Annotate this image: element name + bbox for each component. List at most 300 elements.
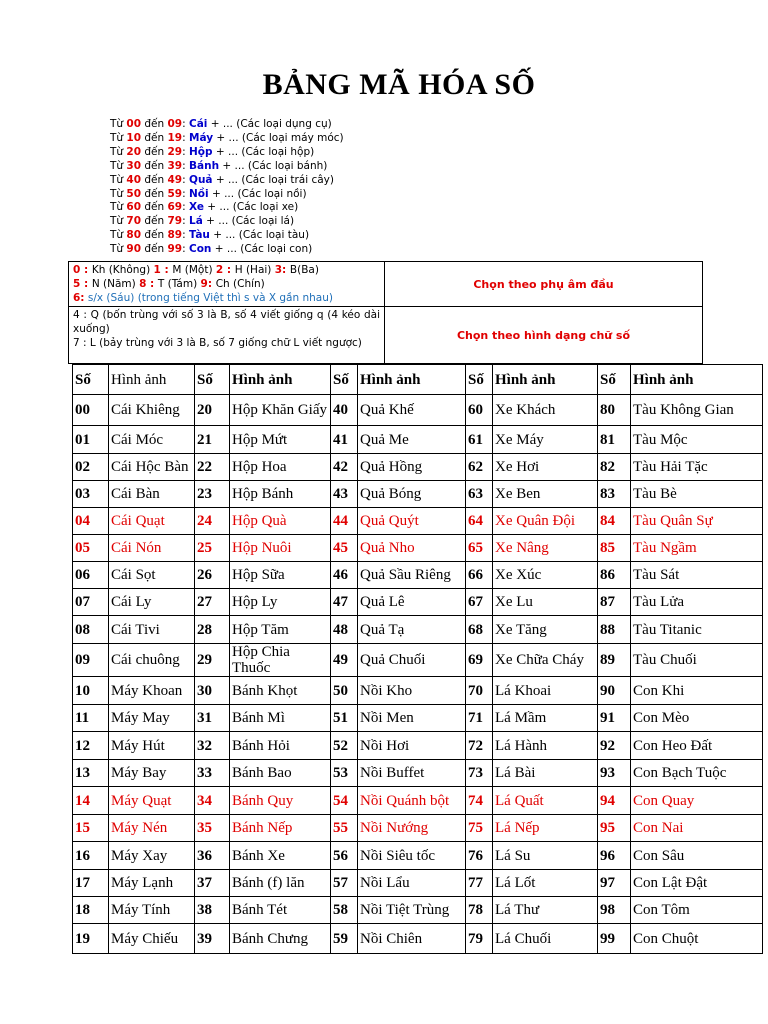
code-number: 36 bbox=[195, 842, 230, 870]
table-row bbox=[73, 426, 763, 454]
code-image: Nồi Men bbox=[358, 705, 466, 732]
code-image: Máy Nén bbox=[109, 815, 195, 842]
range-name: Tàu bbox=[189, 229, 210, 242]
table-row bbox=[73, 924, 763, 954]
range-name: Quả bbox=[189, 173, 213, 186]
legend-text: T (Tám) bbox=[157, 278, 201, 290]
range-line bbox=[110, 174, 344, 188]
range-from: 40 bbox=[126, 173, 142, 186]
code-image: Quả Nho bbox=[358, 535, 466, 562]
code-number: 21 bbox=[195, 426, 230, 454]
code-image: Nồi Hơi bbox=[358, 732, 466, 760]
range-to: 89 bbox=[167, 229, 183, 242]
range-sep: : bbox=[182, 118, 190, 130]
range-note: (Các loại xe) bbox=[232, 201, 299, 214]
code-image: Xe Nâng bbox=[493, 535, 598, 562]
code-image: Tàu Không Gian bbox=[631, 395, 763, 426]
range-plus: + ... bbox=[219, 159, 248, 172]
code-image: Hộp Chia Thuốc bbox=[230, 644, 331, 677]
code-number: 55 bbox=[331, 815, 358, 842]
table-row bbox=[73, 508, 763, 535]
code-number: 34 bbox=[195, 787, 230, 815]
legend-text: Kh (Không) bbox=[91, 264, 154, 276]
code-image: Tàu Bè bbox=[631, 481, 763, 508]
code-number: 16 bbox=[73, 842, 109, 870]
code-image: Máy Xay bbox=[109, 842, 195, 870]
code-image: Tàu Hải Tặc bbox=[631, 454, 763, 481]
code-image: Bánh Quy bbox=[230, 787, 331, 815]
range-note: (Các loại trái cây) bbox=[241, 173, 334, 186]
table-row bbox=[73, 589, 763, 616]
code-image: Lá Hành bbox=[493, 732, 598, 760]
code-image: Quả Khế bbox=[358, 395, 466, 426]
code-number: 73 bbox=[466, 760, 493, 787]
legend-digit: 4 : bbox=[73, 309, 87, 321]
table-row bbox=[73, 535, 763, 562]
range-word: đến bbox=[141, 159, 168, 172]
code-image: Máy Hút bbox=[109, 732, 195, 760]
code-image: Con Nai bbox=[631, 815, 763, 842]
code-image: Quả Tạ bbox=[358, 616, 466, 644]
code-number: 26 bbox=[195, 562, 230, 589]
code-image: Hộp Mứt bbox=[230, 426, 331, 454]
range-to: 69 bbox=[167, 201, 183, 214]
code-image: Cái Tivi bbox=[109, 616, 195, 644]
range-line bbox=[110, 188, 344, 202]
legend-digit: 9: bbox=[200, 278, 216, 290]
code-image: Quả Hồng bbox=[358, 454, 466, 481]
range-sep: : bbox=[182, 131, 190, 144]
legend-digit: 3: bbox=[274, 264, 290, 276]
range-word: Từ bbox=[110, 243, 127, 256]
range-plus: + ... bbox=[211, 243, 241, 256]
code-number: 54 bbox=[331, 787, 358, 815]
range-note: (Các loại dụng cụ) bbox=[236, 118, 332, 130]
legend-text: L (bảy trùng với 3 là B, số 7 giống chữ L viết ngược) bbox=[89, 337, 362, 349]
code-image: Lá Thư bbox=[493, 897, 598, 924]
range-line bbox=[110, 215, 344, 229]
header-image: Hình ảnh bbox=[230, 365, 331, 395]
code-number: 59 bbox=[331, 924, 358, 954]
code-image: Bánh (f) lăn bbox=[230, 870, 331, 897]
code-number: 40 bbox=[331, 395, 358, 426]
code-number: 83 bbox=[598, 481, 631, 508]
code-image: Xe Quân Đội bbox=[493, 508, 598, 535]
code-number: 18 bbox=[73, 897, 109, 924]
code-image: Cái Móc bbox=[109, 426, 195, 454]
code-image: Tàu Quân Sự bbox=[631, 508, 763, 535]
range-word: Từ bbox=[110, 187, 127, 200]
code-number: 43 bbox=[331, 481, 358, 508]
range-line bbox=[110, 132, 344, 146]
code-number: 85 bbox=[598, 535, 631, 562]
code-image: Xe Khách bbox=[493, 395, 598, 426]
table-row bbox=[73, 815, 763, 842]
range-to: 29 bbox=[167, 145, 183, 158]
range-line bbox=[110, 118, 344, 132]
table-row bbox=[73, 616, 763, 644]
code-number: 11 bbox=[73, 705, 109, 732]
code-number: 08 bbox=[73, 616, 109, 644]
table-row bbox=[73, 787, 763, 815]
range-line bbox=[110, 201, 344, 215]
code-number: 58 bbox=[331, 897, 358, 924]
range-to: 19 bbox=[167, 131, 183, 144]
range-word: Từ bbox=[110, 131, 127, 144]
number-code-table bbox=[72, 364, 763, 954]
code-number: 88 bbox=[598, 616, 631, 644]
legend-digit: 0 : bbox=[73, 264, 92, 276]
range-name: Nồi bbox=[189, 187, 209, 200]
code-number: 22 bbox=[195, 454, 230, 481]
range-to: 59 bbox=[167, 187, 183, 200]
code-number: 99 bbox=[598, 924, 631, 954]
code-image: Nồi Kho bbox=[358, 677, 466, 705]
consonant-legend bbox=[69, 262, 385, 307]
code-number: 17 bbox=[73, 870, 109, 897]
code-number: 81 bbox=[598, 426, 631, 454]
code-image: Tàu Sát bbox=[631, 562, 763, 589]
code-number: 65 bbox=[466, 535, 493, 562]
range-name: Máy bbox=[189, 131, 214, 144]
legend-l-line bbox=[73, 336, 380, 350]
code-image: Bánh Khọt bbox=[230, 677, 331, 705]
code-number: 03 bbox=[73, 481, 109, 508]
code-number: 98 bbox=[598, 897, 631, 924]
code-number: 62 bbox=[466, 454, 493, 481]
code-number: 38 bbox=[195, 897, 230, 924]
range-name: Lá bbox=[189, 215, 203, 228]
code-number: 89 bbox=[598, 644, 631, 677]
table-header-row bbox=[73, 365, 763, 395]
code-number: 90 bbox=[598, 677, 631, 705]
code-image: Bánh Tét bbox=[230, 897, 331, 924]
code-image: Xe Xúc bbox=[493, 562, 598, 589]
page-title: BẢNG MÃ HÓA SỐ bbox=[262, 68, 536, 101]
range-name: Xe bbox=[189, 201, 204, 214]
code-number: 57 bbox=[331, 870, 358, 897]
code-number: 23 bbox=[195, 481, 230, 508]
code-number: 92 bbox=[598, 732, 631, 760]
range-plus: + ... bbox=[212, 145, 242, 158]
code-image: Lá Su bbox=[493, 842, 598, 870]
code-number: 63 bbox=[466, 481, 493, 508]
range-from: 70 bbox=[126, 215, 142, 228]
code-number: 53 bbox=[331, 760, 358, 787]
code-number: 24 bbox=[195, 508, 230, 535]
code-number: 66 bbox=[466, 562, 493, 589]
code-image: Lá Mầm bbox=[493, 705, 598, 732]
code-image: Lá Nếp bbox=[493, 815, 598, 842]
shape-legend bbox=[69, 307, 385, 364]
code-number: 37 bbox=[195, 870, 230, 897]
code-image: Lá Chuối bbox=[493, 924, 598, 954]
legend-text: Ch (Chín) bbox=[215, 278, 265, 290]
code-number: 45 bbox=[331, 535, 358, 562]
code-number: 05 bbox=[73, 535, 109, 562]
code-number: 02 bbox=[73, 454, 109, 481]
code-image: Bánh Nếp bbox=[230, 815, 331, 842]
table-row bbox=[73, 705, 763, 732]
code-image: Máy May bbox=[109, 705, 195, 732]
code-number: 10 bbox=[73, 677, 109, 705]
legend-line-1 bbox=[73, 263, 380, 277]
code-image: Nồi Lẩu bbox=[358, 870, 466, 897]
code-number: 93 bbox=[598, 760, 631, 787]
table-row bbox=[73, 644, 763, 677]
code-number: 35 bbox=[195, 815, 230, 842]
code-image: Tàu Mộc bbox=[631, 426, 763, 454]
range-to: 39 bbox=[167, 159, 183, 172]
code-image: Con Khi bbox=[631, 677, 763, 705]
code-image: Xe Hơi bbox=[493, 454, 598, 481]
code-number: 94 bbox=[598, 787, 631, 815]
header-image: Hình ảnh bbox=[631, 365, 763, 395]
code-number: 78 bbox=[466, 897, 493, 924]
range-word: đến bbox=[141, 215, 168, 228]
header-number: Số bbox=[195, 365, 230, 395]
legend-text: N (Năm) bbox=[91, 278, 140, 290]
range-plus: + ... bbox=[209, 229, 239, 242]
code-image: Bánh Hỏi bbox=[230, 732, 331, 760]
code-number: 79 bbox=[466, 924, 493, 954]
code-number: 96 bbox=[598, 842, 631, 870]
code-image: Máy Bay bbox=[109, 760, 195, 787]
range-from: 00 bbox=[126, 118, 142, 130]
code-number: 50 bbox=[331, 677, 358, 705]
code-number: 49 bbox=[331, 644, 358, 677]
code-number: 69 bbox=[466, 644, 493, 677]
legend-text: B(Ba) bbox=[289, 264, 319, 276]
code-image: Tàu Chuối bbox=[631, 644, 763, 677]
code-number: 76 bbox=[466, 842, 493, 870]
code-image: Con Mèo bbox=[631, 705, 763, 732]
code-image: Xe Tăng bbox=[493, 616, 598, 644]
code-image: Nồi Siêu tốc bbox=[358, 842, 466, 870]
code-image: Lá Quất bbox=[493, 787, 598, 815]
code-number: 72 bbox=[466, 732, 493, 760]
range-note: (Các loại nồi) bbox=[237, 187, 307, 200]
code-number: 27 bbox=[195, 589, 230, 616]
code-image: Quả Lê bbox=[358, 589, 466, 616]
code-number: 86 bbox=[598, 562, 631, 589]
code-number: 47 bbox=[331, 589, 358, 616]
range-plus: + ... bbox=[213, 131, 242, 144]
header-number: Số bbox=[598, 365, 631, 395]
legend-line-2 bbox=[73, 277, 380, 291]
range-word: Từ bbox=[110, 201, 127, 214]
legend-text: M (Một) bbox=[172, 264, 216, 276]
code-image: Cái Khiêng bbox=[109, 395, 195, 426]
code-image: Nồi Chiên bbox=[358, 924, 466, 954]
header-image: Hình ảnh bbox=[493, 365, 598, 395]
table-row bbox=[73, 897, 763, 924]
code-image: Cái Quạt bbox=[109, 508, 195, 535]
code-number: 84 bbox=[598, 508, 631, 535]
header-image: Hình ảnh bbox=[109, 365, 195, 395]
range-note: (Các loại lá) bbox=[231, 215, 295, 228]
range-sep: : bbox=[182, 145, 190, 158]
code-number: 46 bbox=[331, 562, 358, 589]
code-image: Tàu Titanic bbox=[631, 616, 763, 644]
code-number: 71 bbox=[466, 705, 493, 732]
code-number: 52 bbox=[331, 732, 358, 760]
header-image: Hình ảnh bbox=[358, 365, 466, 395]
table-row bbox=[73, 395, 763, 426]
range-sep: : bbox=[182, 229, 190, 242]
range-word: Từ bbox=[110, 145, 127, 158]
range-line bbox=[110, 146, 344, 160]
code-number: 48 bbox=[331, 616, 358, 644]
range-sep: : bbox=[182, 187, 190, 200]
code-image: Cái chuông bbox=[109, 644, 195, 677]
legend-q-line bbox=[73, 308, 380, 336]
range-name: Hộp bbox=[189, 145, 213, 158]
code-image: Máy Lạnh bbox=[109, 870, 195, 897]
code-image: Lá Lốt bbox=[493, 870, 598, 897]
code-image: Quả Quýt bbox=[358, 508, 466, 535]
legend-digit: 5 : bbox=[73, 278, 92, 290]
code-number: 64 bbox=[466, 508, 493, 535]
code-image: Cái Ly bbox=[109, 589, 195, 616]
code-number: 19 bbox=[73, 924, 109, 954]
range-to: 49 bbox=[167, 173, 183, 186]
range-line bbox=[110, 229, 344, 243]
range-word: đến bbox=[141, 187, 168, 200]
range-sep: : bbox=[182, 215, 190, 228]
shape-rule: Chọn theo hình dạng chữ số bbox=[385, 307, 703, 364]
code-number: 41 bbox=[331, 426, 358, 454]
code-number: 20 bbox=[195, 395, 230, 426]
range-word: Từ bbox=[110, 173, 127, 186]
code-image: Bánh Chưng bbox=[230, 924, 331, 954]
code-image: Hộp Bánh bbox=[230, 481, 331, 508]
code-image: Con Quay bbox=[631, 787, 763, 815]
code-image: Máy Quạt bbox=[109, 787, 195, 815]
range-from: 30 bbox=[126, 159, 142, 172]
code-number: 32 bbox=[195, 732, 230, 760]
code-number: 67 bbox=[466, 589, 493, 616]
code-number: 68 bbox=[466, 616, 493, 644]
code-number: 25 bbox=[195, 535, 230, 562]
code-number: 31 bbox=[195, 705, 230, 732]
range-to: 79 bbox=[167, 215, 183, 228]
code-number: 60 bbox=[466, 395, 493, 426]
code-image: Hộp Hoa bbox=[230, 454, 331, 481]
table-row bbox=[73, 481, 763, 508]
code-number: 74 bbox=[466, 787, 493, 815]
code-number: 14 bbox=[73, 787, 109, 815]
code-image: Con Sâu bbox=[631, 842, 763, 870]
code-image: Quả Me bbox=[358, 426, 466, 454]
consonant-rule: Chọn theo phụ âm đầu bbox=[385, 262, 703, 307]
table-row bbox=[73, 454, 763, 481]
range-word: Từ bbox=[110, 118, 127, 130]
code-image: Bánh Mì bbox=[230, 705, 331, 732]
legend-text: H (Hai) bbox=[234, 264, 275, 276]
table-row bbox=[73, 677, 763, 705]
code-number: 42 bbox=[331, 454, 358, 481]
range-word: đến bbox=[141, 131, 168, 144]
code-image: Nồi Buffet bbox=[358, 760, 466, 787]
header-number: Số bbox=[331, 365, 358, 395]
legend-table bbox=[68, 261, 703, 364]
code-number: 80 bbox=[598, 395, 631, 426]
range-line bbox=[110, 160, 344, 174]
range-from: 50 bbox=[126, 187, 142, 200]
range-note: (Các loại bánh) bbox=[247, 159, 328, 172]
code-number: 04 bbox=[73, 508, 109, 535]
table-row bbox=[73, 562, 763, 589]
code-image: Lá Bài bbox=[493, 760, 598, 787]
code-image: Cái Nón bbox=[109, 535, 195, 562]
code-image: Con Tôm bbox=[631, 897, 763, 924]
code-image: Hộp Tăm bbox=[230, 616, 331, 644]
range-word: Từ bbox=[110, 159, 127, 172]
code-image: Lá Khoai bbox=[493, 677, 598, 705]
range-plus: + ... bbox=[207, 118, 237, 130]
code-image: Xe Lu bbox=[493, 589, 598, 616]
range-word: Từ bbox=[110, 215, 127, 228]
range-line bbox=[110, 243, 344, 257]
code-number: 95 bbox=[598, 815, 631, 842]
code-number: 15 bbox=[73, 815, 109, 842]
code-image: Con Heo Đất bbox=[631, 732, 763, 760]
code-image: Nồi Nướng bbox=[358, 815, 466, 842]
range-note: (Các loại con) bbox=[240, 243, 313, 256]
range-from: 80 bbox=[126, 229, 142, 242]
code-number: 09 bbox=[73, 644, 109, 677]
code-number: 01 bbox=[73, 426, 109, 454]
table-row bbox=[73, 732, 763, 760]
legend-digit: 7 : bbox=[73, 337, 87, 349]
legend-digit: 6: bbox=[73, 292, 85, 304]
legend-text: Q (bốn trùng với số 3 là B, số 4 viết giống q (4 kéo dài xuống) bbox=[73, 309, 380, 335]
code-image: Hộp Sữa bbox=[230, 562, 331, 589]
range-from: 20 bbox=[126, 145, 142, 158]
code-number: 30 bbox=[195, 677, 230, 705]
legend-digit: 8 : bbox=[139, 278, 158, 290]
range-plus: + ... bbox=[203, 201, 233, 214]
range-from: 60 bbox=[126, 201, 142, 214]
range-to: 99 bbox=[167, 243, 183, 256]
range-list bbox=[110, 118, 344, 257]
range-name: Cái bbox=[189, 118, 208, 130]
range-from: 10 bbox=[126, 131, 142, 144]
code-number: 82 bbox=[598, 454, 631, 481]
code-number: 51 bbox=[331, 705, 358, 732]
code-image: Con Chuột bbox=[631, 924, 763, 954]
code-number: 61 bbox=[466, 426, 493, 454]
code-number: 12 bbox=[73, 732, 109, 760]
range-word: đến bbox=[141, 145, 168, 158]
code-number: 00 bbox=[73, 395, 109, 426]
code-number: 87 bbox=[598, 589, 631, 616]
code-image: Tàu Ngầm bbox=[631, 535, 763, 562]
legend-digit: 2 : bbox=[215, 264, 235, 276]
range-plus: + ... bbox=[208, 187, 238, 200]
code-image: Quả Chuối bbox=[358, 644, 466, 677]
range-plus: + ... bbox=[202, 215, 232, 228]
legend-text: s/x (Sáu) (trong tiếng Việt thì s và X gần nhau) bbox=[87, 292, 333, 304]
legend-digit: 1 : bbox=[153, 264, 173, 276]
code-image: Hộp Khăn Giấy bbox=[230, 395, 331, 426]
range-word: đến bbox=[141, 243, 168, 256]
code-image: Hộp Ly bbox=[230, 589, 331, 616]
range-note: (Các loại hộp) bbox=[241, 145, 315, 158]
code-number: 77 bbox=[466, 870, 493, 897]
range-sep: : bbox=[182, 201, 190, 214]
